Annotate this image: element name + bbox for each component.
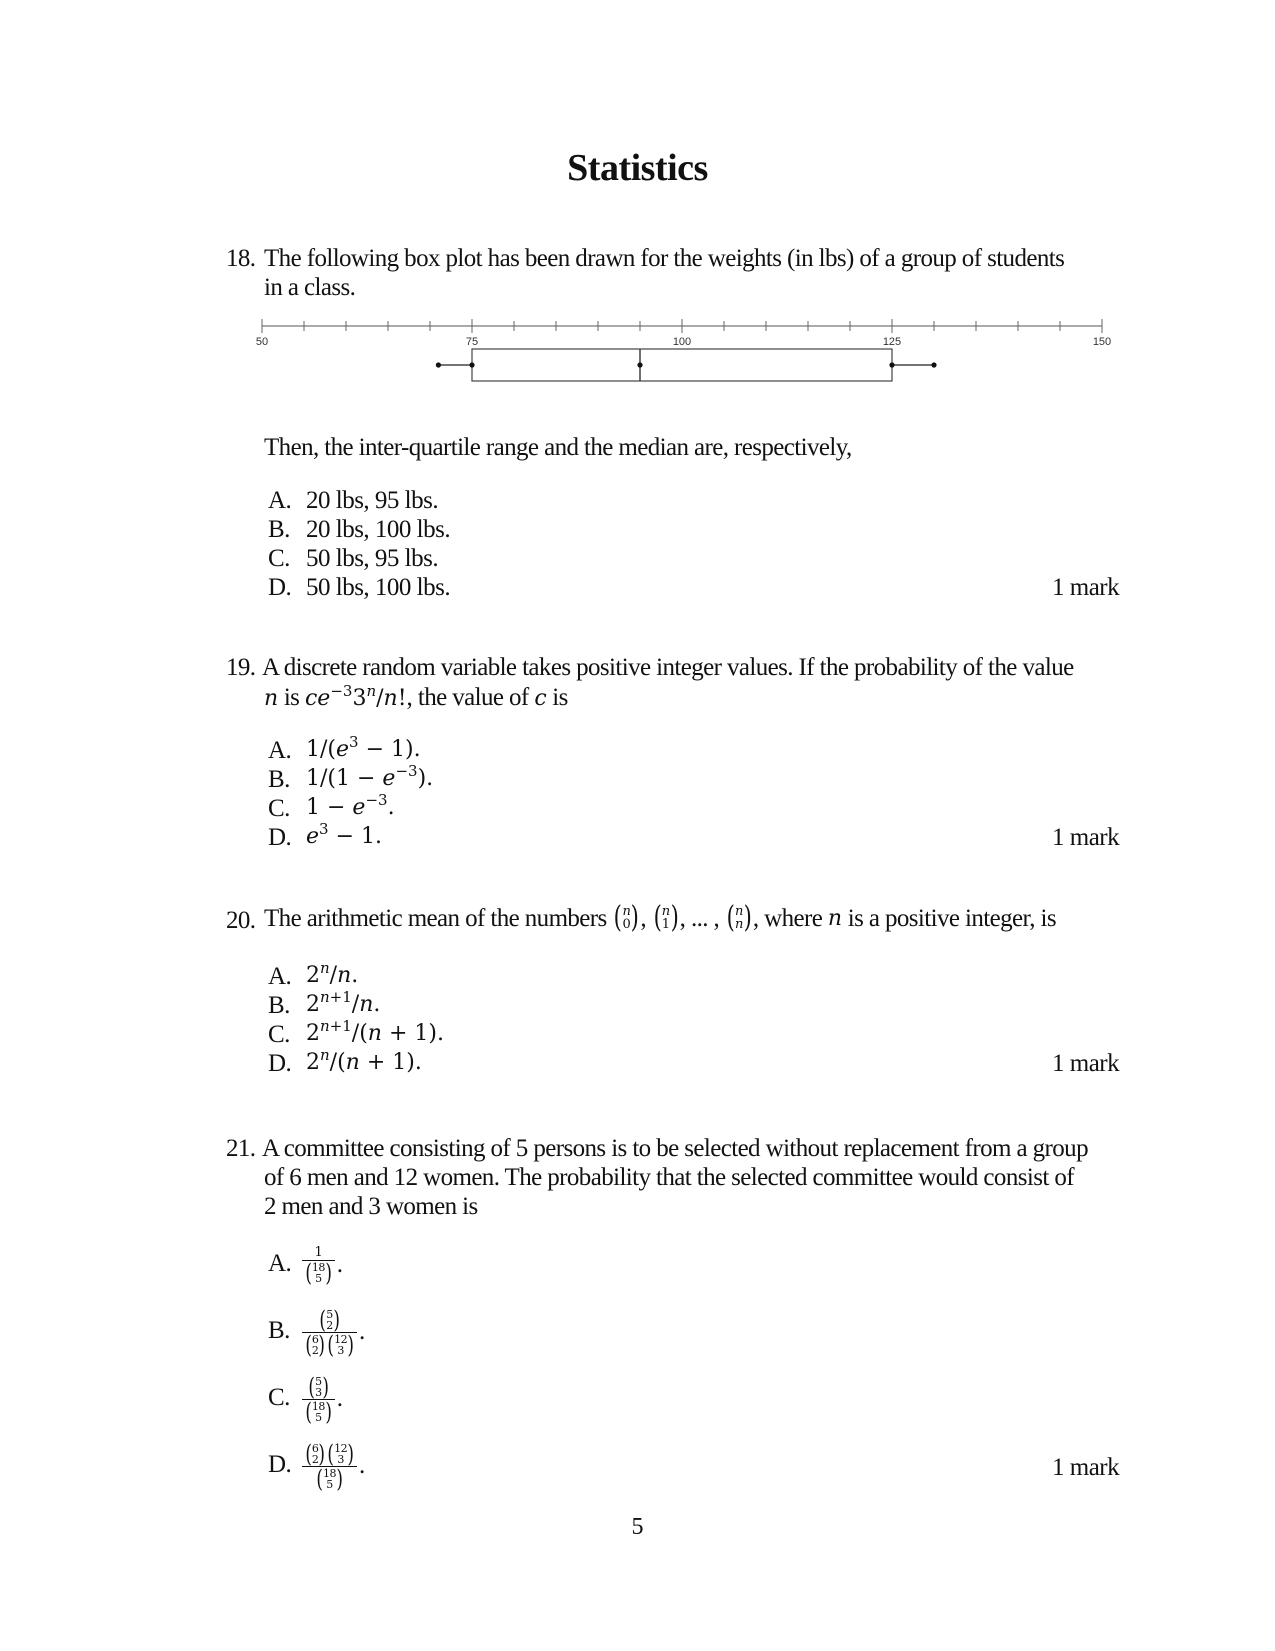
option-text: $e^3 - 1$. (306, 820, 382, 849)
tick-label: 100 (672, 336, 692, 348)
option-letter: A. (268, 737, 292, 764)
box-plot-tick-labels (256, 336, 1111, 348)
mark-label: 1 mark (1052, 1050, 1120, 1077)
question-text-line (264, 683, 568, 713)
min-point (436, 362, 441, 367)
option-text: $1/(1 - e^{-3})$. (306, 762, 434, 791)
option-formula: ( 5 3 ) ( 18 5 ) . (302, 1370, 343, 1428)
text-is: is (283, 684, 300, 711)
text-lead: The arithmetic mean of the numbers (264, 904, 607, 932)
binom-top: n (622, 904, 631, 919)
question-text-line: The following box plot has been drawn for the weights (in lbs) of a group of students (264, 245, 1065, 272)
mark-label: 1 mark (1052, 824, 1120, 851)
option-text: 20 lbs, 100 lbs. (306, 516, 451, 543)
max-point (931, 362, 936, 367)
text-is: is (552, 684, 568, 711)
mark-label: 1 mark (1052, 574, 1120, 601)
question-number: 20. (226, 907, 256, 934)
option-formula: ( 6 2 ) ( 12 3 ) ( 18 5 ) . (302, 1437, 365, 1495)
option-text: 2$^n$/n. (306, 959, 359, 988)
question-followup: Then, the inter-quartile range and the median are, respectively, (264, 434, 852, 461)
option-text: $2^n/(n + 1)$. (306, 1046, 422, 1075)
box-plot (240, 318, 1130, 398)
option-text: $2^{n+1}/n$. (306, 988, 381, 1017)
tick-label: 125 (882, 336, 902, 348)
question-text-line: A committee consisting of 5 persons is to be selected without replacement from a group (262, 1135, 1088, 1162)
option-letter: C. (268, 545, 290, 572)
question-number: 21. (226, 1135, 256, 1162)
text-tail2: is a positive integer, is (847, 904, 1056, 932)
option-letter: A. (268, 963, 292, 990)
option-text: 20 lbs, 95 lbs. (306, 487, 439, 514)
question-number: 18. (226, 245, 256, 272)
option-letter: A. (268, 487, 292, 514)
question-number: 19. (226, 654, 256, 681)
box-plot-body (436, 349, 937, 381)
option-letter: A. (268, 1250, 292, 1277)
var-c: c (534, 686, 547, 711)
question-text-line: 2 men and 3 women is (264, 1193, 478, 1220)
binom-top: n (734, 904, 743, 919)
option-letter: B. (268, 992, 290, 1019)
option-letter: D. (268, 824, 292, 851)
median-point (637, 362, 642, 367)
option-letter: D. (268, 1451, 292, 1478)
text-tail: , where (752, 904, 823, 932)
page-number: 5 (631, 1514, 644, 1540)
option-a[interactable] (0, 1236, 1275, 1294)
option-formula: ( 5 2 ) ( 6 2 ) ( 12 3 ) . (302, 1303, 365, 1361)
option-text: $1 - e^{-3}$. (306, 791, 395, 820)
option-letter: C. (268, 1384, 290, 1411)
quartile-box (472, 349, 892, 381)
option-letter: C. (268, 1021, 290, 1048)
option-b[interactable] (0, 1303, 1275, 1361)
binom-top: n (661, 904, 670, 919)
option-text: 50 lbs, 95 lbs. (306, 545, 439, 572)
option-formula: 1 ( 18 5 ) . (302, 1236, 343, 1294)
var-n: n (827, 905, 843, 931)
question-text-line: in a class. (264, 274, 356, 301)
binom-bottom: n (734, 917, 743, 932)
box-plot-axis (262, 319, 1102, 333)
ellipsis: ... (690, 904, 708, 932)
question-text-line: The arithmetic mean of the numbers ( n 0 ) , ( n 1 ) , ... , ( n n ) , where n is a positive integer, is (264, 900, 1056, 935)
option-text: $1/(e^3 - 1)$. (306, 733, 421, 762)
q3-point (889, 362, 894, 367)
option-letter: B. (268, 516, 290, 543)
binomial-n-1: ( n 1 ) (653, 900, 678, 935)
option-letter: D. (268, 1050, 292, 1077)
binom-bottom: 0 (622, 917, 631, 932)
option-letter: C. (268, 795, 290, 822)
q1-point (469, 362, 474, 367)
text-tail: , the value of (406, 684, 529, 711)
tick-label: 150 (1092, 336, 1112, 348)
question-text-line: A discrete random variable takes positive integer values. If the probability of the value (262, 654, 1074, 681)
binomial-n-0: ( n 0 ) (613, 900, 639, 935)
option-letter: B. (268, 766, 290, 793)
binomial-n-n: ( n n ) (726, 900, 752, 935)
page-title: Statistics (567, 147, 708, 189)
question-text-line: of 6 men and 12 women. The probability that the selected committee would consist of (264, 1164, 1074, 1191)
option-text: 50 lbs, 100 lbs. (306, 574, 451, 601)
probability-expression: $ce^{-3}3^n/n$! (304, 682, 407, 711)
option-c[interactable] (0, 1370, 1275, 1428)
binom-bottom: 1 (661, 917, 670, 932)
var-n: n (264, 686, 279, 711)
mark-label: 1 mark (1052, 1454, 1120, 1481)
option-text: $2^{n+1}/(n + 1)$. (306, 1017, 444, 1046)
tick-label: 75 (465, 336, 479, 348)
option-letter: D. (268, 574, 292, 601)
option-letter: B. (268, 1317, 290, 1344)
tick-label: 50 (255, 336, 269, 348)
